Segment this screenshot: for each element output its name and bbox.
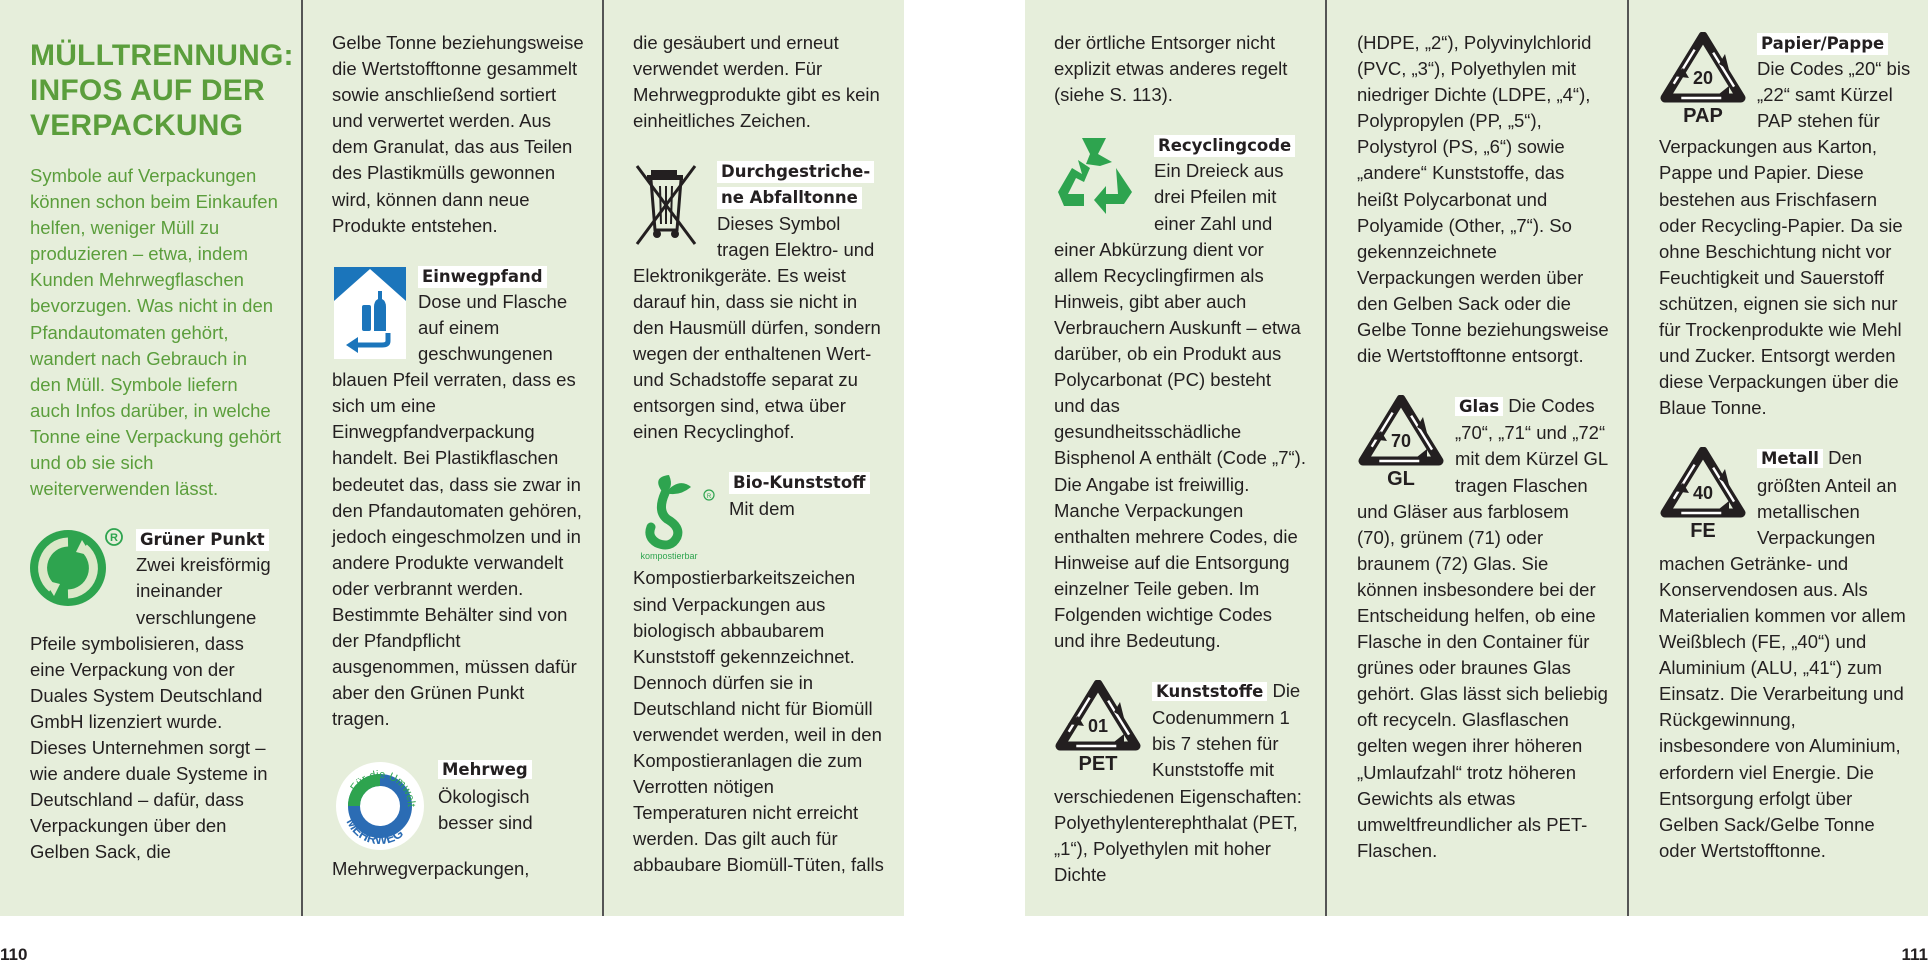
gruener-punkt-icon [30, 528, 126, 608]
kunststoffe-text: Die Codenummern 1 bis 7 stehen für Kunststoffe mit verschiedenen Eigenschaften: Polyethylenterephthalat (PET, „1“), Polyethylen mit hoher Dichte [1054, 680, 1302, 885]
column-5 [1357, 30, 1609, 864]
column-3 [633, 30, 885, 879]
metall-text: Den größten Anteil an metallischen Verpackungen machen Getränke- und Konservendosen aus. Als Materialien kommen vor allem Weißblech (FE, „40“) und Aluminium (ALU, „41“) zum Einsatz. Die Verarbeitung und Rückgewinnung, insbesondere von Aluminium, erfordern viel Energie. Die Entsorgung erfolgt über Gelben Sack/Gelbe Tonne oder Wertstofftonne. [1659, 447, 1906, 861]
column-rule [1325, 0, 1327, 916]
recycling-code-20-icon [1659, 32, 1747, 128]
papier-abbr: PAP [1683, 105, 1723, 127]
kunststoffe-code: 01 [1087, 716, 1109, 737]
glas-label: Glas [1455, 397, 1503, 416]
column-rule [301, 0, 303, 916]
continued-text: der örtliche Entsorger nicht explizit etwas anderes regelt (siehe S. 113). [1054, 32, 1288, 106]
abfalltonne-label-line1: Durchgestriche- [717, 161, 874, 183]
item-abfalltonne [633, 158, 885, 445]
page-number-right: 111 [1901, 945, 1928, 964]
metall-abbr: FE [1690, 520, 1716, 543]
einwegpfand-label: Einwegpfand [418, 266, 547, 288]
papier-label: Papier/Pappe [1757, 33, 1888, 55]
recyclingcode-text: Ein Dreieck aus drei Pfeilen mit einer Zahl und einer Abkürzung dient vor allem Recyclingfirmen als Hinweis, gibt aber auch Verbrauchern Auskunft – etwa darüber, ob ein Produkt aus Polycarbonat (PC) besteht und das gesundheitsschädliche Bisphenol A enthält (Code „7“). Die Angabe ist freiwillig. Manche Verpackungen enthalten mehrere Codes, die Hinweise auf die Entsorgung einzelner Teile geben. Im Folgenden wichtige Codes und ihre Bedeutung. [1054, 160, 1306, 652]
continued-text: (HDPE, „2“), Polyvinylchlorid (PVC, „3“), Polyethylen mit niedriger Dichte (LDPE, „4“), Polypropylen (PP, „5“), Polystyrol (PS, „6“) sowie „andere“ Kunststoffe, das heißt Polycarbonat und Polyamide (Other, „7“). So gekennzeichnete Verpackungen werden über den Gelben Sack oder die Gelbe Tonne beziehungsweise die Wertstofftonne entsorgt. [1357, 32, 1609, 367]
continued-text: die gesäubert und erneut verwendet werden. Für Mehrwegprodukte gibt es kein einheitliches Zeichen. [633, 32, 880, 132]
item-gruener-punkt [30, 526, 282, 865]
item-papier [1659, 30, 1911, 421]
papier-text: Die Codes „20“ bis „22“ samt Kürzel PAP stehen für Verpackungen aus Karton, Pappe und Papier. Diese bestehen aus Frischfasern oder Recycling-Papier. Da sie ohne Beschichtung nicht vor Feuchtigkeit und Sauerstoff schützen, eignen sie sich nur für Trockenprodukte wie Mehl und Zucker. Entsorgt werden diese Verpackungen über die Blaue Tonne. [1659, 58, 1911, 419]
item-glas [1357, 393, 1609, 864]
papier-code: 20 [1692, 68, 1714, 88]
item-einwegpfand [332, 263, 584, 733]
crossed-bin-icon [633, 160, 707, 248]
glas-abbr: GL [1387, 468, 1415, 491]
column-1 [30, 30, 294, 865]
page-number-left: 110 [0, 945, 28, 964]
biokunststoff-text: Mit dem Kompostierbarkeitszeichen sind Verpackungen aus biologisch abbaubarem Kunststoff gekennzeichnet. Dennoch dürfen sie in Deutschland nicht für Biomüll verwendet werden, weil in den Kompostieranlagen die zum Verrotten nötigen Temperaturen nicht erreicht werden. Das gilt auch für abbaubare Biomüll-Tüten, falls [633, 497, 884, 876]
abfalltonne-label-line2: ne Abfalltonne [717, 187, 862, 209]
kunststoffe-label: Kunststoffe [1152, 682, 1267, 701]
column-rule [602, 0, 604, 916]
glas-code: 70 [1390, 431, 1412, 452]
item-recyclingcode [1054, 132, 1306, 654]
recycling-arrows-icon [1054, 134, 1144, 220]
biokunststoff-label: Bio-Kunststoff [729, 472, 870, 494]
biokunststoff-logo-caption: kompostierbar [640, 551, 698, 562]
seedling-icon [633, 471, 719, 563]
mehrweg-logo-top-text: Für die Umwelt [348, 769, 418, 808]
item-kunststoffe [1054, 678, 1306, 888]
svg-text:R: R [706, 494, 712, 501]
column-6 [1659, 30, 1911, 864]
column-4 [1054, 30, 1306, 888]
item-mehrweg [332, 756, 584, 882]
column-2 [332, 30, 584, 883]
kunststoffe-abbr: PET [1078, 753, 1118, 776]
einwegpfand-text: Dose und Flasche auf einem geschwungenen blauen Pfeil verraten, dass es sich um eine Einwegpfandverpackung handelt. Bei Plastikflaschen bedeutet das, dass sie zwar in den Pfandautomaten gehören, jedoch eingeschmolzen und in andere Produkte verwandelt oder verbrannt werden. Bestimmte Behälter sind von der Pfandpflicht ausgenommen, müssen dafür aber den Grünen Punkt tragen. [332, 290, 582, 730]
recycling-code-40-icon [1659, 447, 1747, 543]
gruener-punkt-label: Grüner Punkt [136, 529, 269, 551]
mehrweg-logo-bottom-text: MEHRWEG [343, 815, 406, 848]
mehrweg-icon [332, 758, 428, 854]
recycling-code-70-icon [1357, 395, 1445, 491]
item-metall [1659, 445, 1911, 864]
recyclingcode-label: Recyclingcode [1154, 135, 1295, 157]
svg-text:R: R [110, 532, 118, 545]
metall-code: 40 [1692, 483, 1714, 504]
item-biokunststoff [633, 469, 885, 878]
column-rule [1627, 0, 1629, 916]
page-title: MÜLLTRENNUNG: INFOS AUF DER VERPACKUNG [30, 39, 294, 142]
glas-text: Die Codes „70“, „71“ und „72“ mit dem Kürzel GL tragen Flaschen und Gläser aus farblosem (70), grünem (71) oder braunem (72) Glas. Sie können insbesondere bei der Entscheidung helfen, ob eine Flasche in den Container für grünes oder braunes Glas gehört. Glas lässt sich beliebig oft recyceln. Glasflaschen gelten wegen ihrer höheren „Umlaufzahl“ trotz höheren Gewichts als etwas umweltfreundlicher als PET-Flaschen. [1357, 395, 1608, 861]
continued-text: Gelbe Tonne beziehungsweise die Wertstofftonne gesammelt sowie anschließend sortiert und verwertet werden. Aus dem Granulat, das aus Teilen des Plastikmülls gewonnen wird, können dann neue Produkte entstehen. [332, 32, 584, 236]
mehrweg-text: Ökologisch besser sind Mehrwegverpackungen, [332, 785, 533, 880]
mehrweg-label: Mehrweg [438, 760, 532, 779]
gruener-punkt-text: Zwei kreisförmig ineinander verschlungene Pfeile symbolisieren, dass eine Verpackung von der Duales System Deutschland GmbH lizenziert wurde. Dieses Unternehmen sorgt – wie andere duale Systeme in Deutschland – dafür, dass Verpackungen über den Gelben Sack, die [30, 554, 271, 863]
abfalltonne-text: Dieses Symbol tragen Elektro- und Elektronikgeräte. Es weist darauf hin, dass sie nicht in den Hausmüll dürfen, sondern wegen der enthaltenen Wert- und Schadstoffe separat zu entsorgen sind, etwa über einen Recyclinghof. [633, 212, 881, 443]
recycling-code-01-icon [1054, 680, 1142, 776]
intro-text: Symbole auf Verpackungen können schon beim Einkaufen helfen, weniger Müll zu produzieren – etwa, indem Kunden Mehrwegflaschen bevorzugen. Was nicht in den Pfandautomaten gehört, wandert nach Gebrauch in den Müll. Symbole liefern auch Infos darüber, in welche Tonne eine Verpackung gehört und ob sie sich weiterverwenden lässt. [30, 165, 281, 500]
einwegpfand-icon [332, 265, 408, 361]
metall-label: Metall [1757, 449, 1823, 468]
